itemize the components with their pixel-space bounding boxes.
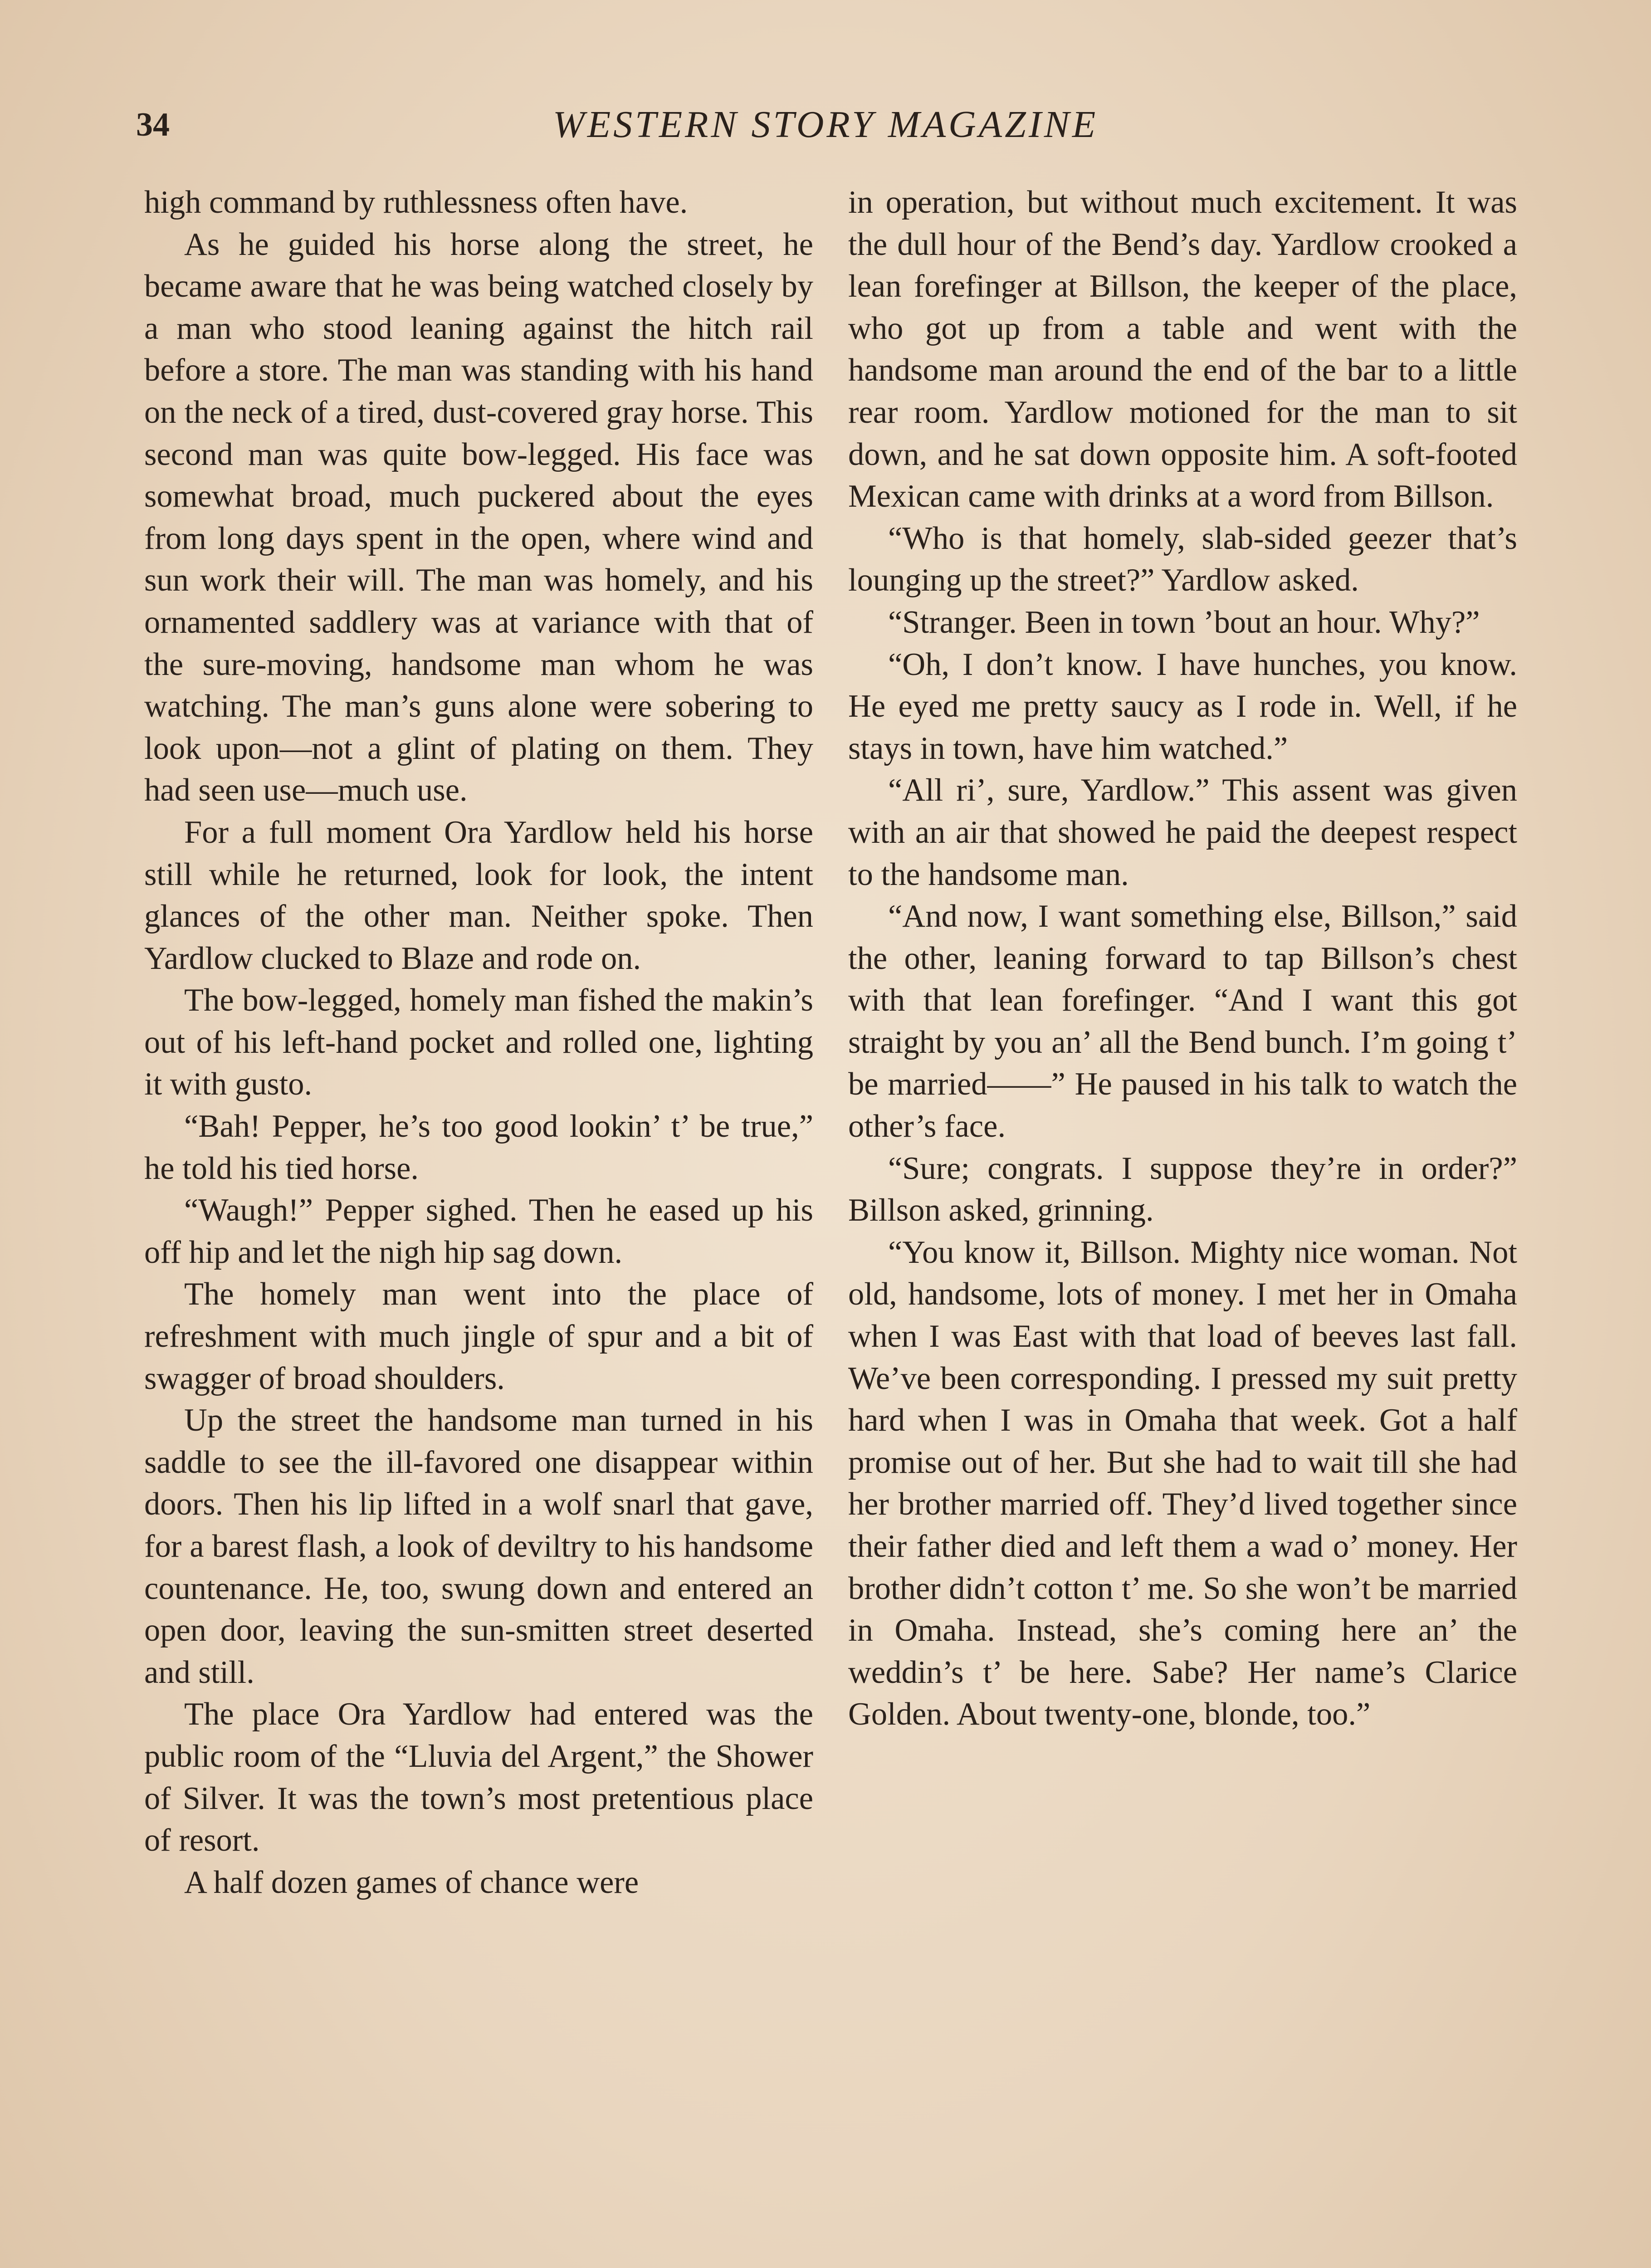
paragraph: “And now, I want something else, Billson,” said the other, leaning forward to tap Billson’s chest with that lean forefinger. “And I want this got straight by you an’ all the Bend bunch. I’m going t’ be married——” He paused in his talk to watch the other’s face. — [848, 899, 1517, 1144]
running-head: WESTERN STORY MAGAZINE — [552, 103, 1099, 146]
paragraph: For a full moment Ora Yardlow held his horse still while he returned, look for look, the intent glances of the other man. Neither spoke. Then Yardlow clucked to Blaze and rode on. — [144, 814, 813, 976]
paragraph: “Stranger. Been in town ’bout an hour. Why?” — [888, 604, 1480, 640]
page-header — [136, 98, 1515, 152]
paragraph: “You know it, Billson. Mighty nice woman. Not old, handsome, lots of money. I met her in Omaha when I was East with that load of beeves last fall. We’ve been corresponding. I pressed my suit pretty hard when I was in Omaha that week. Got a half promise out of her. But she had to wait till she had her brother married off. They’d lived together since their father died and left them a wad o’ money. Her brother didn’t cotton t’ me. So she won’t be married in Omaha. Instead, she’s coming here an’ the weddin’s t’ be here. Sabe? Her name’s Clarice Golden. About twenty-one, blonde, too.” — [848, 1234, 1517, 1732]
paragraph: “Who is that homely, slab-sided geezer that’s lounging up the street?” Yardlow asked. — [848, 520, 1517, 598]
paragraph: “Waugh!” Pepper sighed. Then he eased up his off hip and let the nigh hip sag down. — [144, 1193, 813, 1270]
paragraph: The place Ora Yardlow had entered was the public room of the “Lluvia del Argent,” the Shower of Silver. It was the town’s most pretentious place of resort. — [144, 1696, 813, 1858]
left-column — [144, 181, 813, 1903]
paragraph: in operation, but without much excitement. It was the dull hour of the Bend’s day. Yardlow crooked a lean forefinger at Billson, the keeper of the place, who got up from a table and went with the handsome man around the end of the bar to a little rear room. Yardlow motioned for the man to sit down, and he sat down opposite him. A soft-footed Mexican came with drinks at a word from Billson. — [848, 185, 1517, 514]
paragraph: “Sure; congrats. I suppose they’re in order?” Billson asked, grinning. — [848, 1150, 1517, 1228]
paragraph: “Oh, I don’t know. I have hunches, you know. He eyed me pretty saucy as I rode in. Well, if he stays in town, have him watched.” — [848, 646, 1517, 766]
paragraph: “Bah! Pepper, he’s too good lookin’ t’ be true,” he told his tied horse. — [144, 1109, 813, 1186]
paragraph: A half dozen games of chance were — [184, 1864, 639, 1900]
right-column — [848, 181, 1517, 1735]
paragraph: “All ri’, sure, Yardlow.” This assent was given with an air that showed he paid the deepest respect to the handsome man. — [848, 772, 1517, 892]
paragraph: As he guided his horse along the street, he became aware that he was being watched closely by a man who stood leaning against the hitch rail before a store. The man was standing with his hand on the neck of a tired, dust-covered gray horse. This second man was quite bow-legged. His face was somewhat broad, much puckered about the eyes from long days spent in the open, where wind and sun work their will. The man was homely, and his ornamented saddlery was at variance with that of the sure-moving, handsome man whom he was watching. The man’s guns alone were sobering to look upon—not a glint of plating on them. They had seen use—much use. — [144, 226, 813, 808]
paragraph: Up the street the handsome man turned in his saddle to see the ill-favored one disappear within doors. Then his lip lifted in a wolf snarl that gave, for a barest flash, a look of deviltry to his handsome countenance. He, too, swung down and entered an open door, leaving the sun-smitten street deserted and still. — [144, 1403, 813, 1690]
paragraph: The bow-legged, homely man fished the makin’s out of his left-hand pocket and rolled one, lighting it with gusto. — [144, 982, 813, 1102]
paragraph: The homely man went into the place of refreshment with much jingle of spur and a bit of swagger of broad shoulders. — [144, 1276, 813, 1396]
paragraph: high command by ruthlessness often have. — [144, 185, 688, 220]
page-number: 34 — [136, 106, 170, 143]
